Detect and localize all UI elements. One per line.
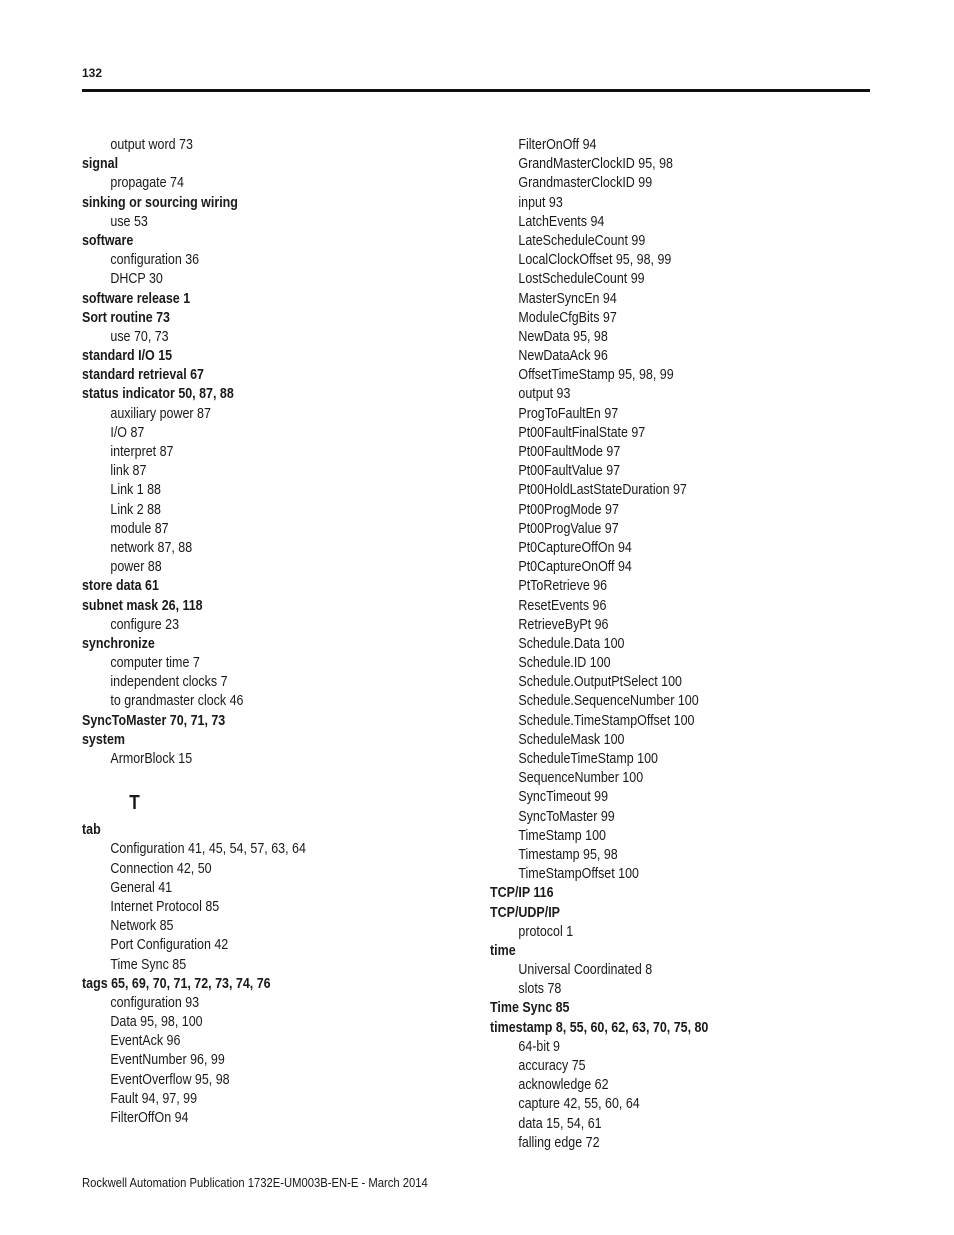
index-subentry: propagate 74 [110,175,184,192]
index-entry: Time Sync 85 [490,1000,570,1017]
index-entry: TCP/UDP/IP [490,904,560,921]
index-subentry: OffsetTimeStamp 95, 98, 99 [518,367,674,384]
index-subentry: power 88 [110,559,162,576]
index-entry: standard I/O 15 [82,348,173,365]
index-subentry: falling edge 72 [518,1134,600,1151]
index-entry: subnet mask 26, 118 [82,597,203,614]
index-subentry: ScheduleMask 100 [518,731,625,748]
index-subentry: PtToRetrieve 96 [518,578,608,595]
index-subentry: interpret 87 [110,444,174,460]
index-subentry: Universal Coordinated 8 [518,962,653,979]
index-subentry: LateScheduleCount 99 [518,232,646,249]
index-subentry: Schedule.TimeStampOffset 100 [518,712,695,729]
index-subentry: Schedule.ID 100 [518,655,611,672]
index-subentry: input 93 [518,194,563,211]
index-subentry: Pt00FaultValue 97 [518,463,621,480]
index-subentry: Pt00ProgValue 97 [518,520,619,537]
index-subentry: 64-bit 9 [518,1038,560,1055]
index-subentry: I/O 87 [110,424,145,441]
index-subentry: FilterOnOff 94 [518,137,597,153]
index-entry: signal [82,156,119,173]
index-subentry: Timestamp 95, 98 [518,846,618,863]
page-number: 132 [82,66,103,80]
index-entry: timestamp 8, 55, 60, 62, 63, 70, 75, 80 [490,1019,709,1036]
index-subentry: Network 85 [110,918,174,935]
index-subentry: Pt00FaultMode 97 [518,444,621,460]
index-subentry: Pt00HoldLastStateDuration 97 [518,482,687,499]
index-subentry: acknowledge 62 [518,1077,609,1094]
index-subentry: Configuration 41, 45, 54, 57, 63, 64 [110,841,306,858]
index-subentry: capture 42, 55, 60, 64 [518,1096,640,1113]
index-subentry: Data 95, 98, 100 [110,1014,203,1031]
index-subentry: LostScheduleCount 99 [518,271,645,288]
index-subentry: DHCP 30 [110,271,163,288]
index-subentry: Connection 42, 50 [110,860,212,877]
index-subentry: Port Configuration 42 [110,937,229,954]
index-subentry: ArmorBlock 15 [110,751,193,767]
index-entry: sinking or sourcing wiring [82,194,238,211]
index-subentry: use 53 [110,213,148,230]
index-entry: tags 65, 69, 70, 71, 72, 73, 74, 76 [82,975,271,992]
index-subentry: Pt0CaptureOffOn 94 [518,539,632,556]
index-subentry: accuracy 75 [518,1058,586,1074]
index-subentry: configure 23 [110,616,180,633]
index-subentry: NewDataAck 96 [518,348,608,365]
index-entry: tab [82,822,101,839]
index-entry: standard retrieval 67 [82,367,204,384]
index-subentry: computer time 7 [110,655,200,672]
index-subentry: output word 73 [110,137,193,153]
index-column-left [82,136,482,1128]
index-subentry: to grandmaster clock 46 [110,693,244,710]
index-subentry: data 15, 54, 61 [518,1115,602,1132]
index-entry: time [490,942,516,959]
index-subentry: Pt00ProgMode 97 [518,501,619,518]
index-subentry: LocalClockOffset 95, 98, 99 [518,252,672,269]
index-subentry: GrandMasterClockID 95, 98 [518,156,673,173]
index-subentry: ResetEvents 96 [518,597,607,614]
index-entry: status indicator 50, 87, 88 [82,386,234,403]
index-subentry: protocol 1 [518,923,574,940]
index-subentry: Link 2 88 [110,501,161,518]
index-subentry: Time Sync 85 [110,956,187,973]
index-subentry: RetrieveByPt 96 [518,616,609,633]
index-subentry: SequenceNumber 100 [518,770,644,787]
index-subentry: Pt00FaultFinalState 97 [518,424,646,441]
index-subentry: configuration 93 [110,994,200,1011]
index-subentry: Schedule.Data 100 [518,635,625,652]
index-subentry: configuration 36 [110,252,200,269]
index-subentry: Pt0CaptureOnOff 94 [518,559,632,576]
index-subentry: Fault 94, 97, 99 [110,1090,198,1107]
index-subentry: Internet Protocol 85 [110,898,220,915]
index-entry: TCP/IP 116 [490,885,554,902]
index-subentry: link 87 [110,463,147,480]
index-subentry: NewData 95, 98 [518,328,608,345]
index-subentry: EventOverflow 95, 98 [110,1071,230,1088]
index-subentry: network 87, 88 [110,539,193,556]
index-subentry: FilterOffOn 94 [110,1110,189,1126]
index-subentry: EventNumber 96, 99 [110,1052,225,1069]
index-column-right [490,136,890,1153]
index-entry: software [82,232,134,249]
index-entry: SyncToMaster 70, 71, 73 [82,712,226,729]
index-subentry: independent clocks 7 [110,674,228,691]
index-subentry: GrandmasterClockID 99 [518,175,653,192]
index-entry: system [82,731,125,748]
index-subentry: Schedule.SequenceNumber 100 [518,693,699,710]
index-entry: store data 61 [82,578,159,595]
index-subentry: output 93 [518,386,571,403]
index-subentry: SyncToMaster 99 [518,808,615,825]
index-entry: software release 1 [82,290,191,307]
index-subentry: ProgToFaultEn 97 [518,405,619,422]
index-subentry: LatchEvents 94 [518,213,605,230]
index-entry: Sort routine 73 [82,309,171,326]
index-subentry: ModuleCfgBits 97 [518,309,617,326]
index-subentry: TimeStampOffset 100 [518,866,639,883]
index-subentry: auxiliary power 87 [110,405,211,422]
index-subentry: slots 78 [518,981,562,998]
index-subentry: Schedule.OutputPtSelect 100 [518,674,682,691]
header-rule [82,89,870,92]
index-subentry: TimeStamp 100 [518,827,606,844]
index-subentry: SyncTimeout 99 [518,789,609,806]
footer-publication: Rockwell Automation Publication 1732E-UM003B-EN-E - March 2014 [82,1176,428,1190]
index-entry: synchronize [82,635,155,652]
index-subentry: ScheduleTimeStamp 100 [518,751,658,767]
index-subentry: use 70, 73 [110,328,169,345]
index-subentry: MasterSyncEn 94 [518,290,617,307]
index-subentry: module 87 [110,520,169,537]
index-subentry: General 41 [110,879,173,896]
index-subentry: Link 1 88 [110,482,161,499]
section-letter: T [129,792,140,815]
index-subentry: EventAck 96 [110,1033,181,1050]
